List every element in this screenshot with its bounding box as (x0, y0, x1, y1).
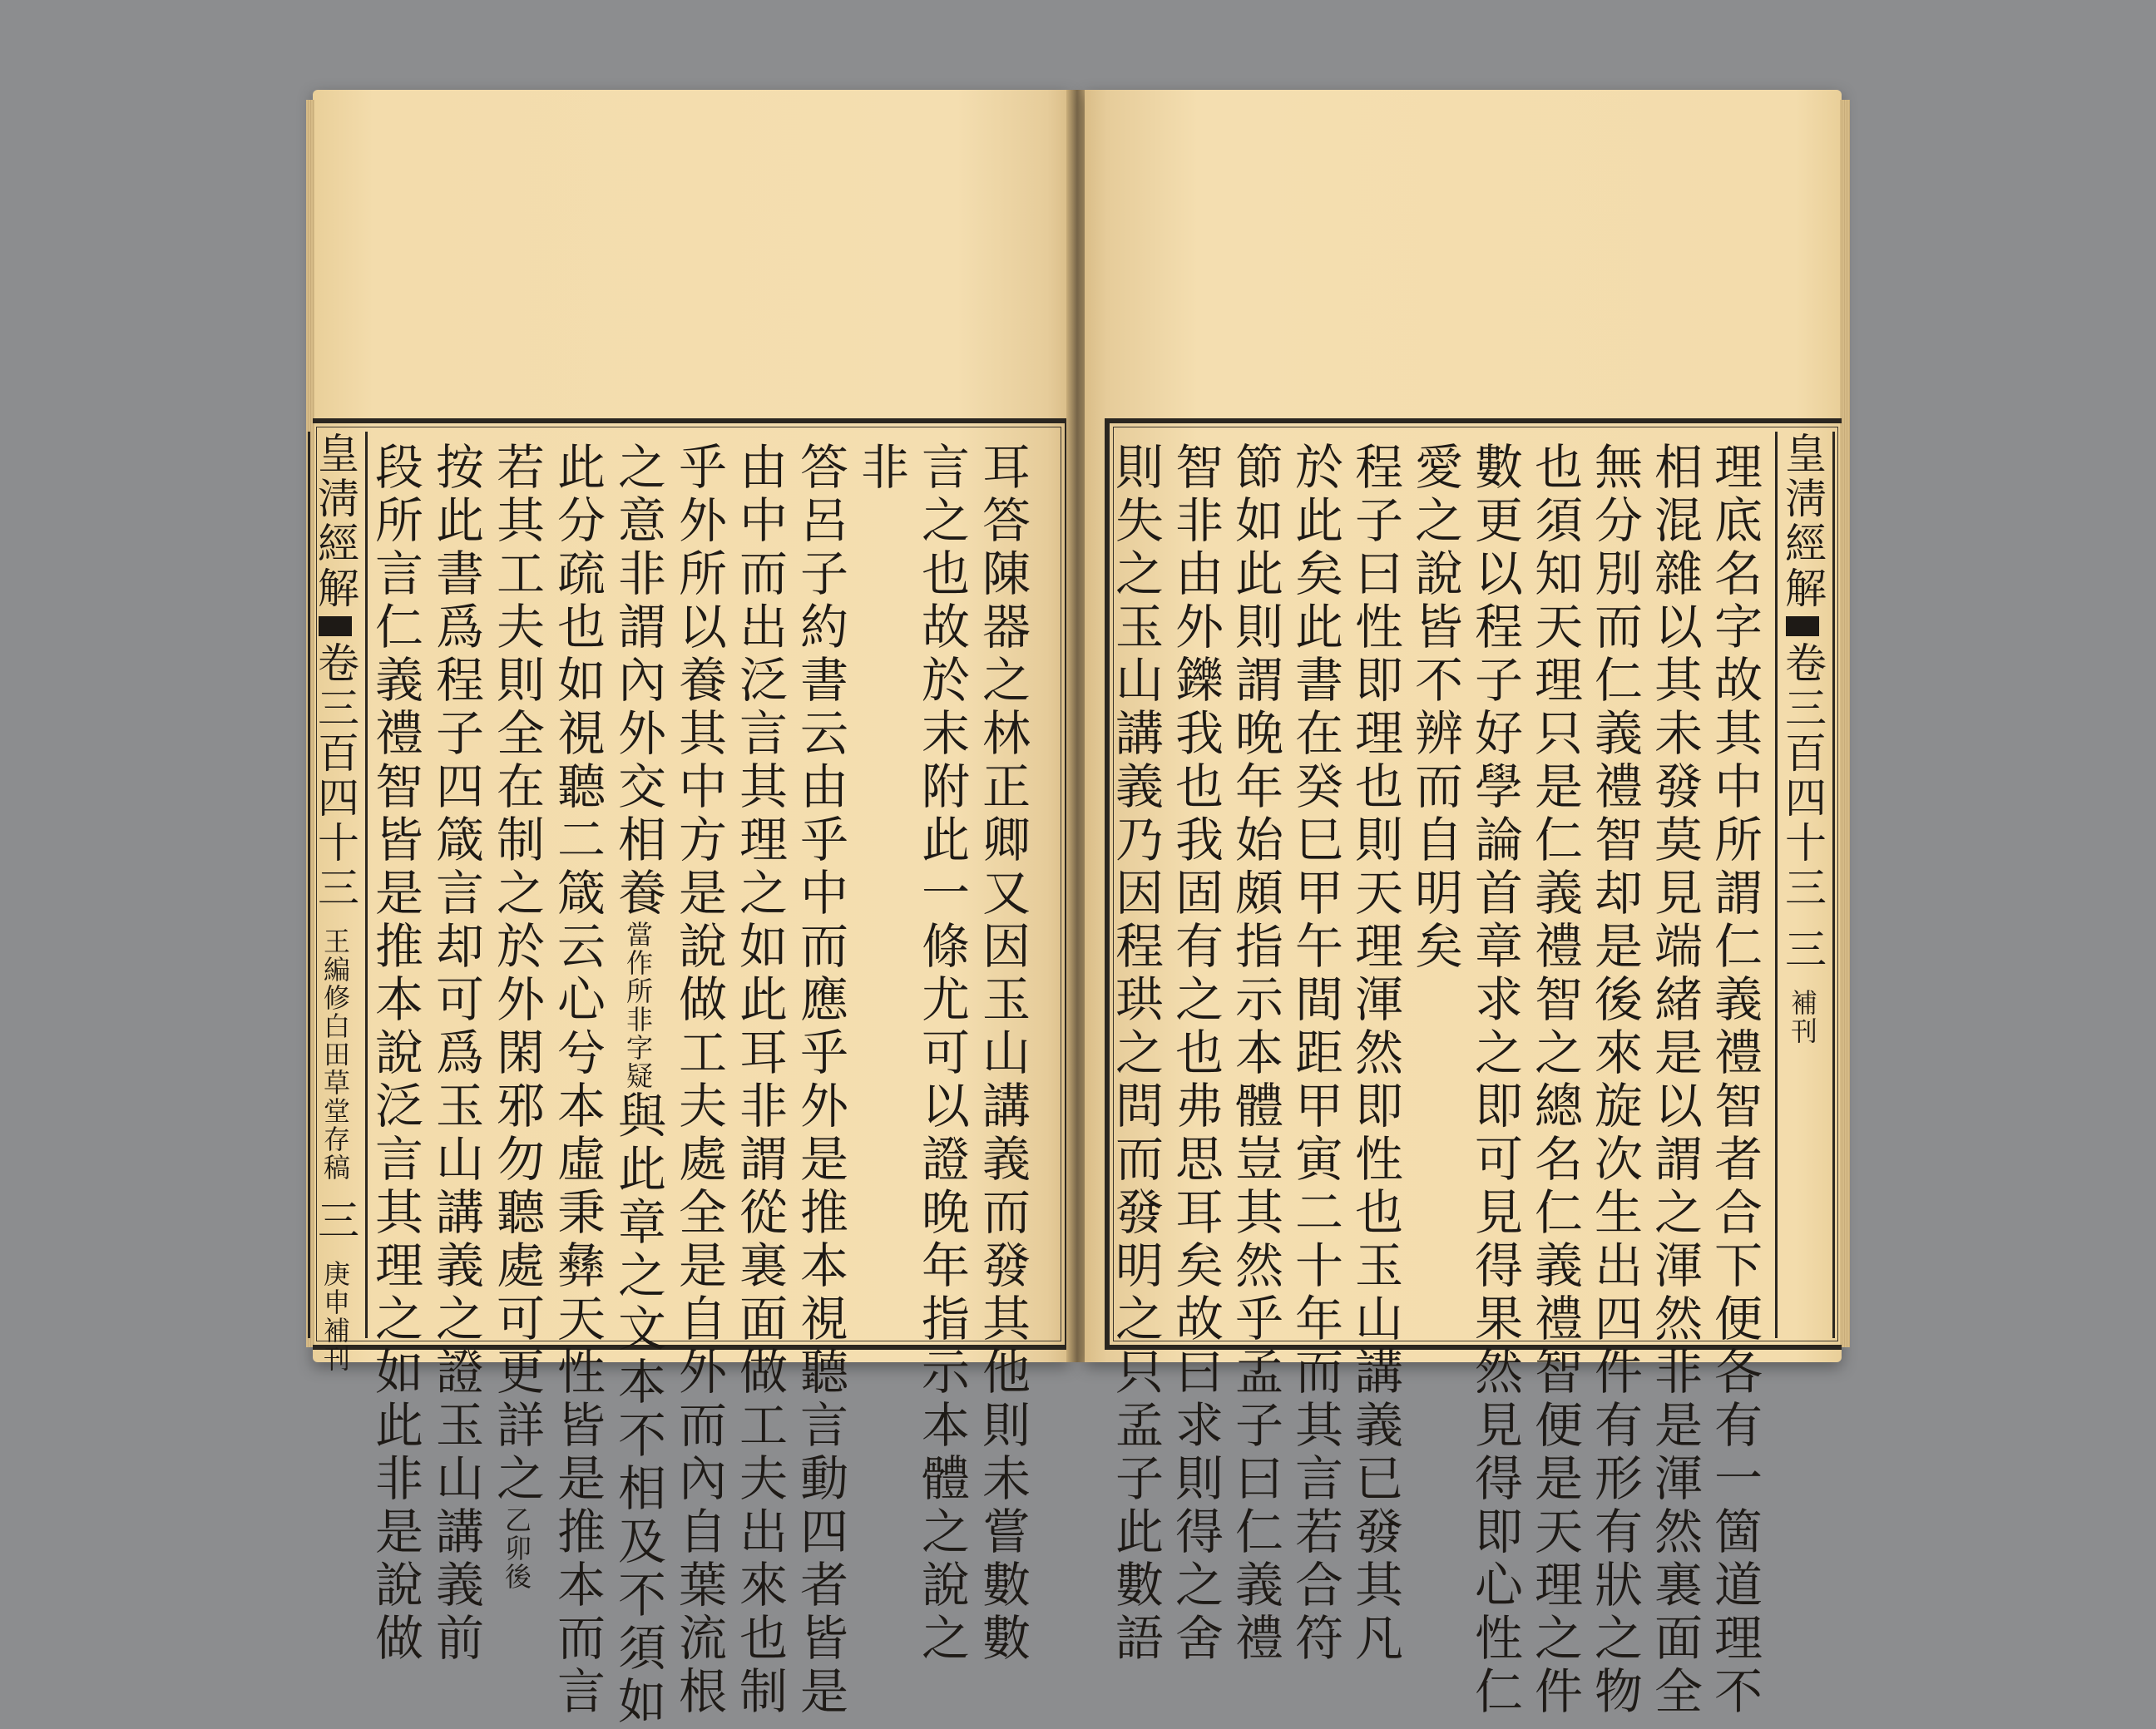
margin-reprint: 補刊 (1787, 988, 1818, 1045)
text-column-2: 言之也故於末附此一條尤可以證晚年指示本體之說之 (913, 442, 970, 1666)
margin-folio: 三 (1778, 926, 1827, 972)
margin-title: 皇淸經解 (311, 432, 359, 611)
text-column-7 (610, 442, 666, 1729)
column-7-end: 與此章之文本不相及不須如 (610, 1090, 666, 1729)
text-column-11: 段所言仁義禮智皆是推本說泛言其理之如此非是說做 (367, 442, 423, 1666)
margin-volume: 卷三百四十三 (1778, 641, 1827, 911)
text-column-5: 數更以程子好學論首章求之即可見得果然見得即心性仁 (1466, 442, 1523, 1719)
left-page-frame (311, 418, 1070, 1729)
text-column-10: 按此書爲程子四箴言却可爲玉山講義之證玉山講義前 (428, 442, 484, 1666)
open-book (311, 90, 1842, 1729)
column-9-text: 若其工夫則全在制之於外閑邪勿聽處可更詳之 (488, 442, 545, 1506)
margin-edition: 王編修白田草堂存稿 (319, 926, 351, 1182)
text-column-9 (488, 442, 545, 1591)
right-page (1085, 90, 1842, 1719)
editorial-note-b: 非字疑 (622, 1005, 654, 1090)
fishtail-mark (1786, 616, 1819, 636)
fishtail-mark (319, 616, 352, 636)
text-column-9: 節如此則謂晚年始頗指示本體豈其然乎孟子曰仁義禮 (1227, 442, 1283, 1666)
text-column-1: 耳答陳器之林正卿又因玉山講義而發其他則未嘗數數 (974, 442, 1031, 1666)
right-margin-column (1775, 432, 1835, 1338)
date-note: 乙卯後 (501, 1506, 532, 1591)
text-column-6: 愛之說皆不辨而自明矣 (1407, 442, 1463, 974)
text-column-8: 此分疏也如視聽二箴云心兮本虛秉彝天性皆是推本而言 (549, 442, 606, 1719)
margin-title: 皇淸經解 (1778, 432, 1827, 611)
left-margin-column (308, 432, 368, 1373)
text-column-6: 乎外所以養其中方是說做工夫處全是自外而內自葉流根 (670, 442, 727, 1719)
right-page-frame (1105, 418, 1842, 1719)
text-column-1: 理底名字故其中所謂仁義禮智者合下便各有一箇道理不 (1706, 442, 1763, 1719)
text-column-11: 則失之玉山講義乃因程珙之問而發明之只孟子此數語 (1107, 442, 1164, 1666)
text-column-7: 程子曰性即理也則天理渾然即性也玉山講義已發其凡 (1347, 442, 1403, 1666)
text-column-2: 相混雜以其未發莫見端緒是以謂之渾然非是渾然裏面全 (1646, 442, 1703, 1719)
text-column-5: 由中而出泛言其理之如此耳非謂從裏面做工夫出來也制 (731, 442, 788, 1719)
text-column-3: 非 (853, 442, 909, 495)
text-column-3: 無分別而仁義禮智却是後來旋次生出四件有形有狀之物 (1586, 442, 1643, 1719)
text-column-8: 於此矣此書在癸巳甲午間距甲寅二十年而其言若合符 (1287, 442, 1343, 1666)
editorial-note-a: 當作所 (622, 921, 654, 1005)
margin-reprint: 庚申補刊 (319, 1259, 351, 1373)
text-column-10: 智非由外鑠我也我固有之也弗思耳矣故曰求則得之舍 (1167, 442, 1224, 1666)
left-page (311, 90, 1070, 1729)
margin-volume: 卷三百四十三 (311, 641, 359, 911)
text-column-4: 答呂子約書云由乎中而應乎外是推本視聽言動四者皆是 (792, 442, 848, 1719)
margin-folio: 三 (311, 1198, 359, 1243)
column-7-text: 之意非謂內外交相養 (610, 442, 666, 921)
text-column-4: 也須知天理只是仁義禮智之總名仁義禮智便是天理之件 (1526, 442, 1583, 1719)
